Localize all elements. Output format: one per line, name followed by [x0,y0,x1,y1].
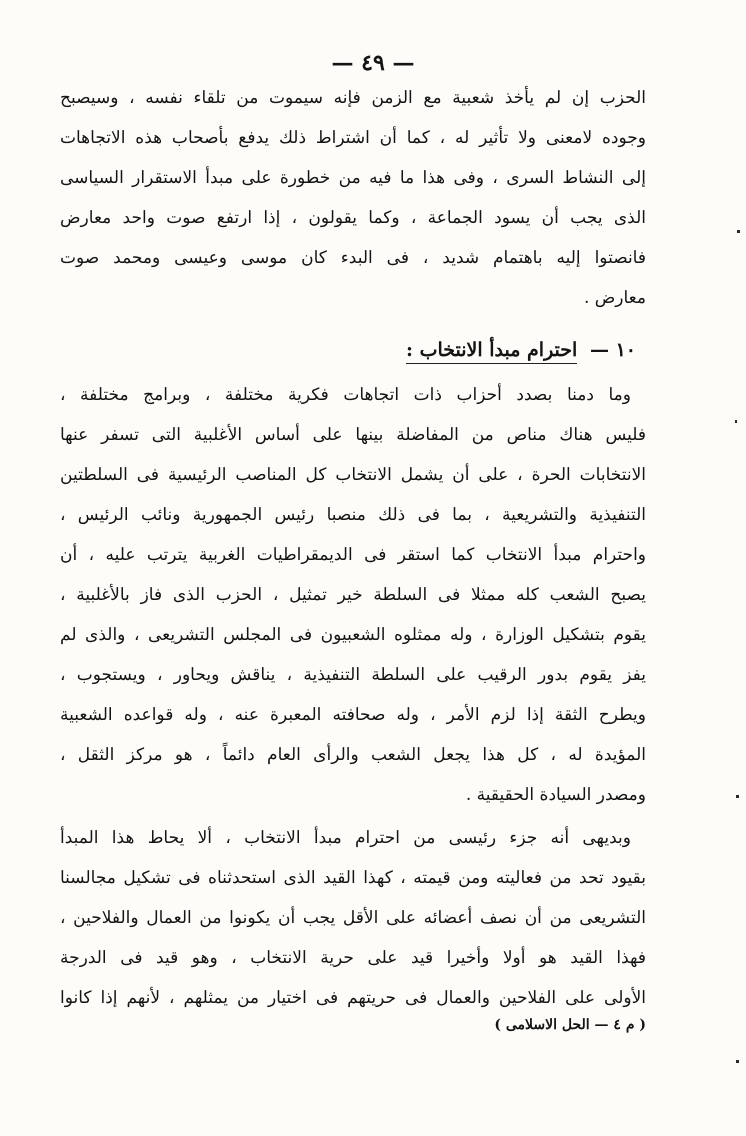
text-line: فانصتوا إليه باهتمام شديد ، فى البدء كان موسى وعيسى ومحمد صوت [60,248,646,268]
text-line: التنفيذية والتشريعية ، بما فى ذلك منصبا رئيس الجمهورية ونائب الرئيس ، [60,505,646,525]
text-line: يفز يقوم بدور الرقيب على السلطة التنفيذية ، يناقش ويحاور ، ويستجوب ، [60,665,646,685]
text-line: وجوده لامعنى ولا تأثير له ، كما أن اشتراط ذلك يدفع بأصحاب هذه الاتجاهات [60,128,646,148]
text-line: الانتخابات الحرة ، على أن يشمل الانتخاب كل المناصب الرئيسية فى السلطتين [60,465,646,485]
text-line: يصبح الشعب كله ممثلا فى السلطة خير تمثيل ، الحزب الذى فاز بالأغلبية ، [60,585,646,605]
text-line: الأولى على الفلاحين والعمال فى حريتهم فى اختيار من يمثلهم ، لأنهم إذا كانوا [60,988,646,1008]
page-footer: ( م ٤ — الحل الاسلامى ) [494,1017,646,1033]
text-line: يقوم بتشكيل الوزارة ، وله ممثلوه الشعبيون فى المجلس التشريعى ، والذى لم [60,625,646,645]
text-line: فليس هناك مناص من المفاضلة بينها على أساس الأغلبية التى تسفر عنها [60,425,646,445]
text-line: بقيود تحد من فعاليته ومن قيمته ، كهذا القيد الذى استحدثناه فى تشكيل مجالسنا [60,868,646,888]
text-line: وما دمنا بصدد أحزاب ذات اتجاهات فكرية مختلفة ، وبرامج مختلفة ، [60,385,631,405]
text-line: فهذا القيد هو أولا وأخيرا قيد على حرية الانتخاب ، وهو قيد فى الدرجة [60,948,646,968]
text-line: واحترام مبدأ الانتخاب كما استقر فى الديمقراطيات الغربية يترتب عليه ، أن [60,545,646,565]
text-line: الحزب إن لم يأخذ شعبية مع الزمن فإنه سيموت من تلقاء نفسه ، وسيصبح [60,88,646,108]
text-line: المؤيدة له ، كل هذا يجعل الشعب والرأى العام دائماً ، هو مركز الثقل ، [60,745,646,765]
text-line: ويطرح الثقة إذا لزم الأمر ، وله صحافته المعبرة عنه ، وله قواعده الشعبية [60,705,646,725]
scan-speck [736,1060,739,1063]
page-number: — ٤٩ — [331,50,415,76]
text-line: التشريعى من أن نصف أعضائه على الأقل يجب أن يكونوا من العمال والفلاحين ، [60,908,646,928]
section-title: احترام مبدأ الانتخاب : [406,339,577,364]
text-line: وبديهى أنه جزء رئيسى من احترام مبدأ الانتخاب ، ألا يحاط هذا المبدأ [60,828,631,848]
section-number: ١٠ — [589,339,636,361]
scan-speck [737,230,740,233]
text-line: الذى يجب أن يسود الجماعة ، وكما يقولون ، إذا ارتفع صوت واحد معارض [60,208,646,228]
section-heading [406,330,636,370]
text-line: إلى النشاط السرى ، وفى هذا ما فيه من خطورة على مبدأ الاستقرار السياسى [60,168,646,188]
text-line: معارض . [583,288,646,308]
scan-speck [736,795,739,798]
text-line: ومصدر السيادة الحقيقية . [465,785,646,805]
scan-speck [735,420,737,423]
